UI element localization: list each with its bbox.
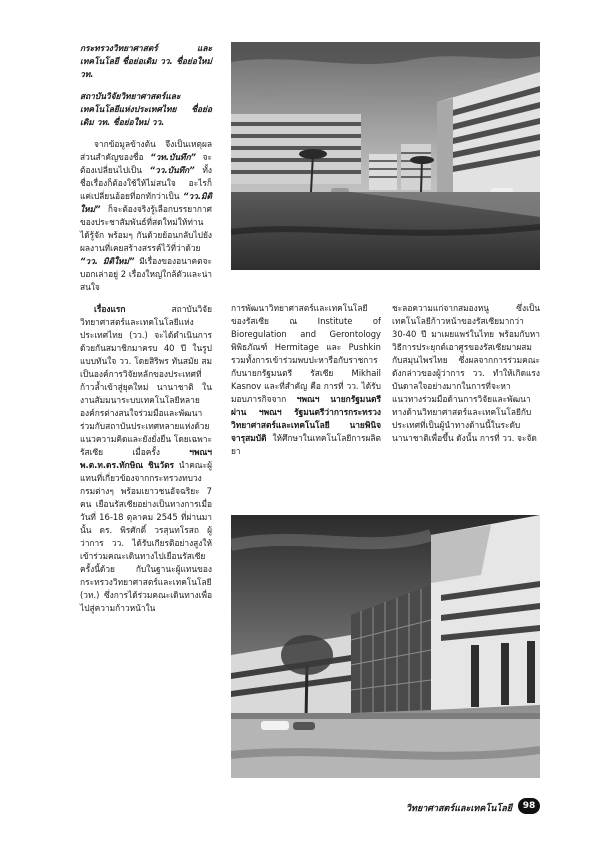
magazine-title: วิทยาศาสตร์และเทคโนโลยี [405,804,512,814]
ministry-name-note: กระทรวงวิทยาศาสตร์ และเทคโนโลยี ชื่อย่อเดิม วว. ชื่อย่อใหม่ วท. [80,43,212,79]
middle-column [231,302,381,458]
intro-paragraph: จากข้อมูลข้างต้น จึงเป็นเหตุผลส่วนสำคัญของชื่อ “วท.บันทึก” จะต้องเปลี่ยนไปเป็น “วว.บันทึก” ทั้งชื่อเรื่องก็ต้องใช้ให้ไม่สนใจ อะไรก็แค่เปลี่ยนอ้อยที่อกทักว่าเป็น “วว.มิติใหม่” ก็จะต้องจริงรู้เลือกบรรยากาศของประชาสัมพันธ์ที่สดใหม่ให้ท่านได้รู้จัก พร้อมๆ กันด้วยย้อนกลับไปยังผลงานที่เคยสร้างสรรค์ไว้ที่ว่าด้วย “วว. มิติใหม่” มีเรื่องของอนาคตจะบอกเล่าอยู่ 2 เรื่องใหญ่ใกล้ตัวและน่าสนใจ [80,139,212,292]
first-story-paragraph: เรื่องแรก สถาบันวิจัยวิทยาศาสตร์และเทคโนโลยีแห่งประเทศไทย (วว.) จะได้ดำเนินการด้วยกันสมาชิกมาครบ 40 ปี ในรูปแบบทันใจ วว. โดยสิริพร ทันสมัย สมเป็นองค์การวิจัยหลักของประเทศที่ก้าวล้ำเข้าสู่ยุคใหม่ นานาชาติ ในงานสัมมนาระบบเทคโนโลยีหลายองค์กรต่างสนใจร่วมมือและพัฒนาร่วมกับสถาบันประเทศหลายแห่งด้วยแนวความคิดและยังยั่งยืน โดยเฉพาะรัสเซีย เมื่อครั้ง ฯพณฯ พ.ต.ท.ดร.ทักษิณ ชินวัตร นำคณะผู้แทนที่เกี่ยวข้องจากกระทรวงทบวงกรมต่างๆ พร้อมเยาวชนอัจฉริยะ 7 คน เยือนรัสเซียอย่างเป็นทางการเมื่อวันที่ 16-18 ตุลาคม 2545 ที่ผ่านมานั้น ดร. พิรศักดิ์ วรสุนทโรสถ ผู้ว่าการ วว. ได้รับเกียรติอย่างสูงให้เข้าร่วมคณะเดินทางไปเยือนรัสเซียครั้งนี้ด้วย กับในฐานะผู้แทนของกระทรวงวิทยาศาสตร์และเทคโนโลยี (วท.) ซึ่งการได้ร่วมคณะเดินทางเพื่อไปสู่ความก้าวหน้าใน [80,304,212,613]
right-paragraph: ชะลอความแก่จากสมองหนู ซึ่งเป็นเทคโนโลยีก้าวหน้าของรัสเซียมากว่า 30-40 ปี มาเผยแพร่ในไทย พร้อมกับหาวิธีการประยุกต์เอาศูรของรัสเซียมาผสมกับสมุนไพรไทย ซึ่งผลจากการร่วมคณะดังกล่าวของผู้ว่าการ วว. ทำให้เกิดแรงบันดาลใจอย่างมากในการที่จะหาแนวทางร่วมมือด้านการวิจัยและพัฒนาทางด้านวิทยาศาสตร์และเทคโนโลยีกับประเทศที่เป็นผู้นำทางด้านนี้ในระดับนานาชาติเพื่อขึ้น ดังนั้น การที่ วว. จะจัด [392,303,540,443]
left-column [80,42,212,624]
right-column [392,302,540,445]
building-photo-bottom [231,515,540,778]
middle-paragraph: การพัฒนาวิทยาศาสตร์และเทคโนโลยีของรัสเซีย ณ Institute of Bioregulation and Gerontology พิพิธภัณฑ์ Hermitage และ Pushkin รวมทั้งการเข้าร่วมพบปะหารือกับราชการกับนายกรัฐมนตรี รัสเซีย Mikhail Kasnov และที่สำคัญ คือ การที่ วว. ได้รับมอบภารกิจจาก ฯพณฯ นายกรัฐมนตรี ผ่าน ฯพณฯ รัฐมนตรีว่าการกระทรวงวิทยาศาสตร์และเทคโนโลยี นายพินิจ จารุสมบัติ ให้ศึกษาในเทคโนโลยีการผลิตยา [231,303,381,456]
page-number: 98 [518,798,540,814]
institute-name-note: สถาบันวิจัยวิทยาศาสตร์และเทคโนโลยีแห่งประเทศไทย ชื่อย่อเดิม วท. ชื่อย่อใหม่ วว. [80,91,212,127]
building-photo-top [231,42,540,270]
page-footer [240,798,540,816]
